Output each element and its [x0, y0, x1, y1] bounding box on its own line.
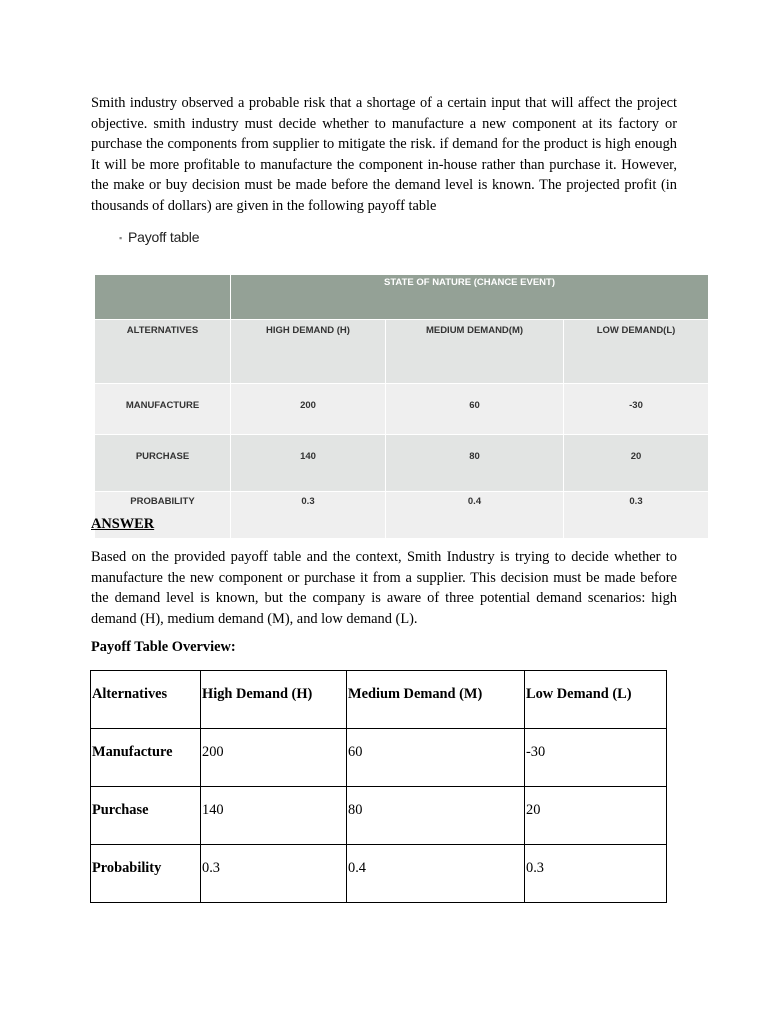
overview-header-cell: Medium Demand (M): [347, 671, 525, 729]
image-cell: 0.3: [231, 492, 386, 539]
overview-header-cell: Alternatives: [91, 671, 201, 729]
image-table-row: [95, 384, 709, 435]
intro-paragraph: Smith industry observed a probable risk that a shortage of a certain input that will affect the project objective. smith industry must decide whether to manufacture a new component at its factory or purchase the components from supplier to mitigate the risk. if demand for the product is high enough It will be more profitable to manufacture the component in-house rather than purchase it. However, the make or buy decision must be made before the demand level is known. The projected profit (in thousands of dollars) are given in the following payoff table: [91, 95, 677, 214]
overview-header-cell: High Demand (H): [201, 671, 347, 729]
overview-row-label: Probability: [91, 845, 201, 903]
image-cell: 140: [231, 435, 386, 492]
square-bullet-icon: ▪: [119, 233, 122, 244]
overview-cell: 0.3: [201, 845, 347, 903]
overview-row: [91, 787, 667, 845]
banner-blank-cell: [95, 275, 231, 320]
image-table-row: [95, 492, 709, 539]
image-cell: -30: [564, 384, 709, 435]
image-row-label: PROBABILITY: [95, 492, 231, 539]
image-row-label: MANUFACTURE: [95, 384, 231, 435]
overview-cell: 20: [525, 787, 667, 845]
image-cell: 0.3: [564, 492, 709, 539]
image-table-row: [95, 435, 709, 492]
overview-cell: 140: [201, 787, 347, 845]
payoff-overview-table: [90, 670, 667, 903]
image-header-cell: HIGH DEMAND (H): [231, 320, 386, 384]
overview-row: [91, 729, 667, 787]
overview-row-label: Manufacture: [91, 729, 201, 787]
image-header-cell: MEDIUM DEMAND(M): [386, 320, 564, 384]
payoff-table-image: [94, 274, 709, 539]
overview-cell: 0.3: [525, 845, 667, 903]
overview-heading: Payoff Table Overview:: [91, 639, 236, 655]
overview-row: [91, 845, 667, 903]
overview-header-row: [91, 671, 667, 729]
bullet-item-payoff-table: [119, 229, 199, 245]
state-of-nature-banner: STATE OF NATURE (CHANCE EVENT): [231, 275, 709, 320]
overview-header-cell: Low Demand (L): [525, 671, 667, 729]
overview-cell: -30: [525, 729, 667, 787]
answer-paragraph: Based on the provided payoff table and the context, Smith Industry is trying to decide whether to manufacture the new component or purchase it from a supplier. This decision must be made before the demand level is known, but the company is aware of three potential demand scenarios: high demand (H), medium demand (M), and low demand (L).: [91, 549, 677, 627]
image-cell: 80: [386, 435, 564, 492]
bullet-label: Payoff table: [128, 229, 200, 245]
image-cell: 0.4: [386, 492, 564, 539]
overview-cell: 80: [347, 787, 525, 845]
image-header-cell: LOW DEMAND(L): [564, 320, 709, 384]
image-cell: 60: [386, 384, 564, 435]
image-row-label: PURCHASE: [95, 435, 231, 492]
image-table-header-row: [95, 320, 709, 384]
overview-cell: 60: [347, 729, 525, 787]
overview-row-label: Purchase: [91, 787, 201, 845]
image-cell: 200: [231, 384, 386, 435]
overview-cell: 0.4: [347, 845, 525, 903]
image-cell: 20: [564, 435, 709, 492]
overview-cell: 200: [201, 729, 347, 787]
image-header-cell: ALTERNATIVES: [95, 320, 231, 384]
answer-heading: ANSWER: [91, 516, 155, 532]
